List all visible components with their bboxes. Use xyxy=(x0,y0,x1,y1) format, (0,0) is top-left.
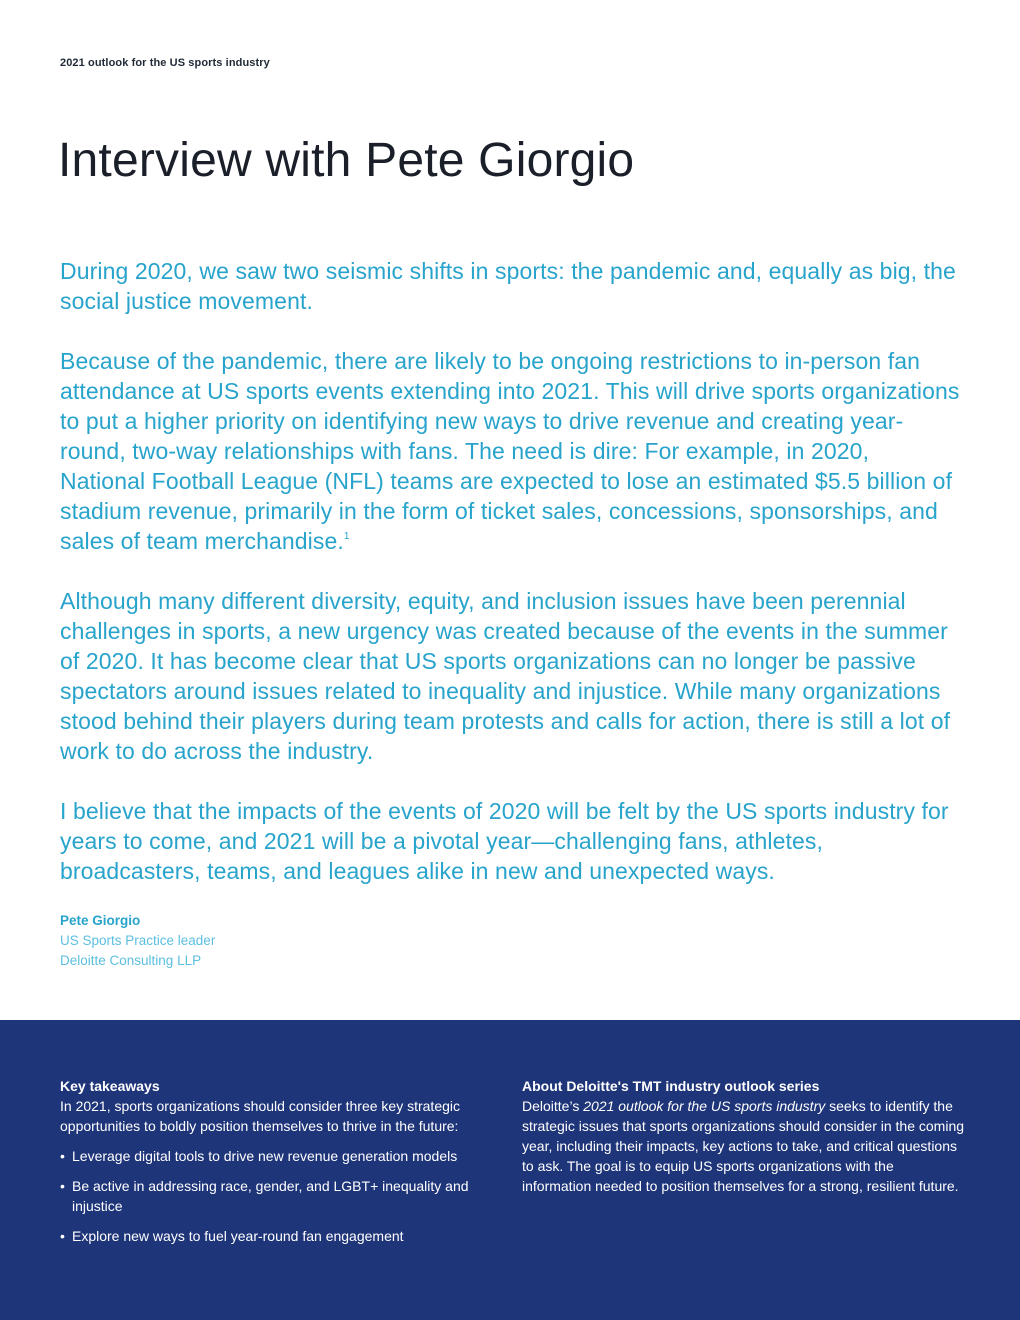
bullet-icon: • xyxy=(60,1148,65,1164)
footer-panel xyxy=(0,1020,1020,1320)
footnote-marker[interactable]: 1 xyxy=(343,531,350,542)
about-text-body: seeks to identify the strategic issues that sports organizations should consider in the coming year, including their impacts, key actions to take, and critical questions to ask. The goal is to equip US sports organizations with the information needed to position themselves for a strong, resilient future. xyxy=(522,1098,965,1194)
key-takeaways-heading: Key takeaways xyxy=(60,1078,160,1094)
list-item-text: Explore new ways to fuel year-round fan engagement xyxy=(72,1228,404,1244)
key-takeaways-list xyxy=(60,1146,505,1246)
quote-attribution xyxy=(60,911,215,971)
running-header: 2021 outlook for the US sports industry xyxy=(60,57,270,69)
list-item xyxy=(60,1146,505,1166)
attribution-name: Pete Giorgio xyxy=(60,913,141,928)
about-publication-title: 2021 outlook for the US sports industry xyxy=(583,1098,826,1114)
quote-paragraph-3: Although many different diversity, equity, and inclusion issues have been perennial challenges in sports, a new urgency was created because of the events in the summer of 2020. It has become clear that US sports organizations can no longer be passive spectators around issues related to inequality and injustice. While many organizations stood behind their players during team protests and calls for action, there is still a lot of work to do across the industry. xyxy=(60,588,951,764)
quote-paragraph-4: I believe that the impacts of the events of 2020 will be felt by the US sports industry for years to come, and 2021 will be a pivotal year—challenging fans, athletes, broadcasters, teams, and leagues alike in new and unexpected ways. xyxy=(60,798,949,884)
list-item xyxy=(60,1176,505,1216)
interview-quote xyxy=(60,256,960,886)
key-takeaways-section xyxy=(60,1076,505,1256)
list-item-text: Leverage digital tools to drive new revenue generation models xyxy=(72,1148,458,1164)
key-takeaways-intro: In 2021, sports organizations should consider three key strategic opportunities to boldly position themselves to thrive in the future: xyxy=(60,1098,461,1134)
page-title: Interview with Pete Giorgio xyxy=(58,134,635,187)
attribution-role: US Sports Practice leader xyxy=(60,933,216,948)
list-item xyxy=(60,1226,505,1246)
list-item-text: Be active in addressing race, gender, and LGBT+ inequality and injustice xyxy=(72,1178,469,1214)
bullet-icon: • xyxy=(60,1228,65,1244)
about-text-lead: Deloitte’s xyxy=(522,1098,584,1114)
about-series-text xyxy=(522,1096,964,1196)
attribution-company: Deloitte Consulting LLP xyxy=(60,953,202,968)
quote-paragraph-2 xyxy=(60,346,960,556)
bullet-icon: • xyxy=(60,1178,65,1194)
quote-paragraph-1: During 2020, we saw two seismic shifts in sports: the pandemic and, equally as big, the social justice movement. xyxy=(60,258,956,314)
about-series-section xyxy=(522,1076,964,1196)
quote-paragraph-2-text: Because of the pandemic, there are likely to be ongoing restrictions to in-person fan attendance at US sports events extending into 2021. This will drive sports organizations to put a higher priority on identifying new ways to drive revenue and creating year-round, two-way relationships with fans. The need is dire: For example, in 2020, National Football League (NFL) teams are expected to lose an estimated $5.5 billion of stadium revenue, primarily in the form of ticket sales, concessions, sponsorships, and sales of team merchandise. xyxy=(60,348,960,554)
about-series-heading: About Deloitte's TMT industry outlook series xyxy=(522,1078,820,1094)
